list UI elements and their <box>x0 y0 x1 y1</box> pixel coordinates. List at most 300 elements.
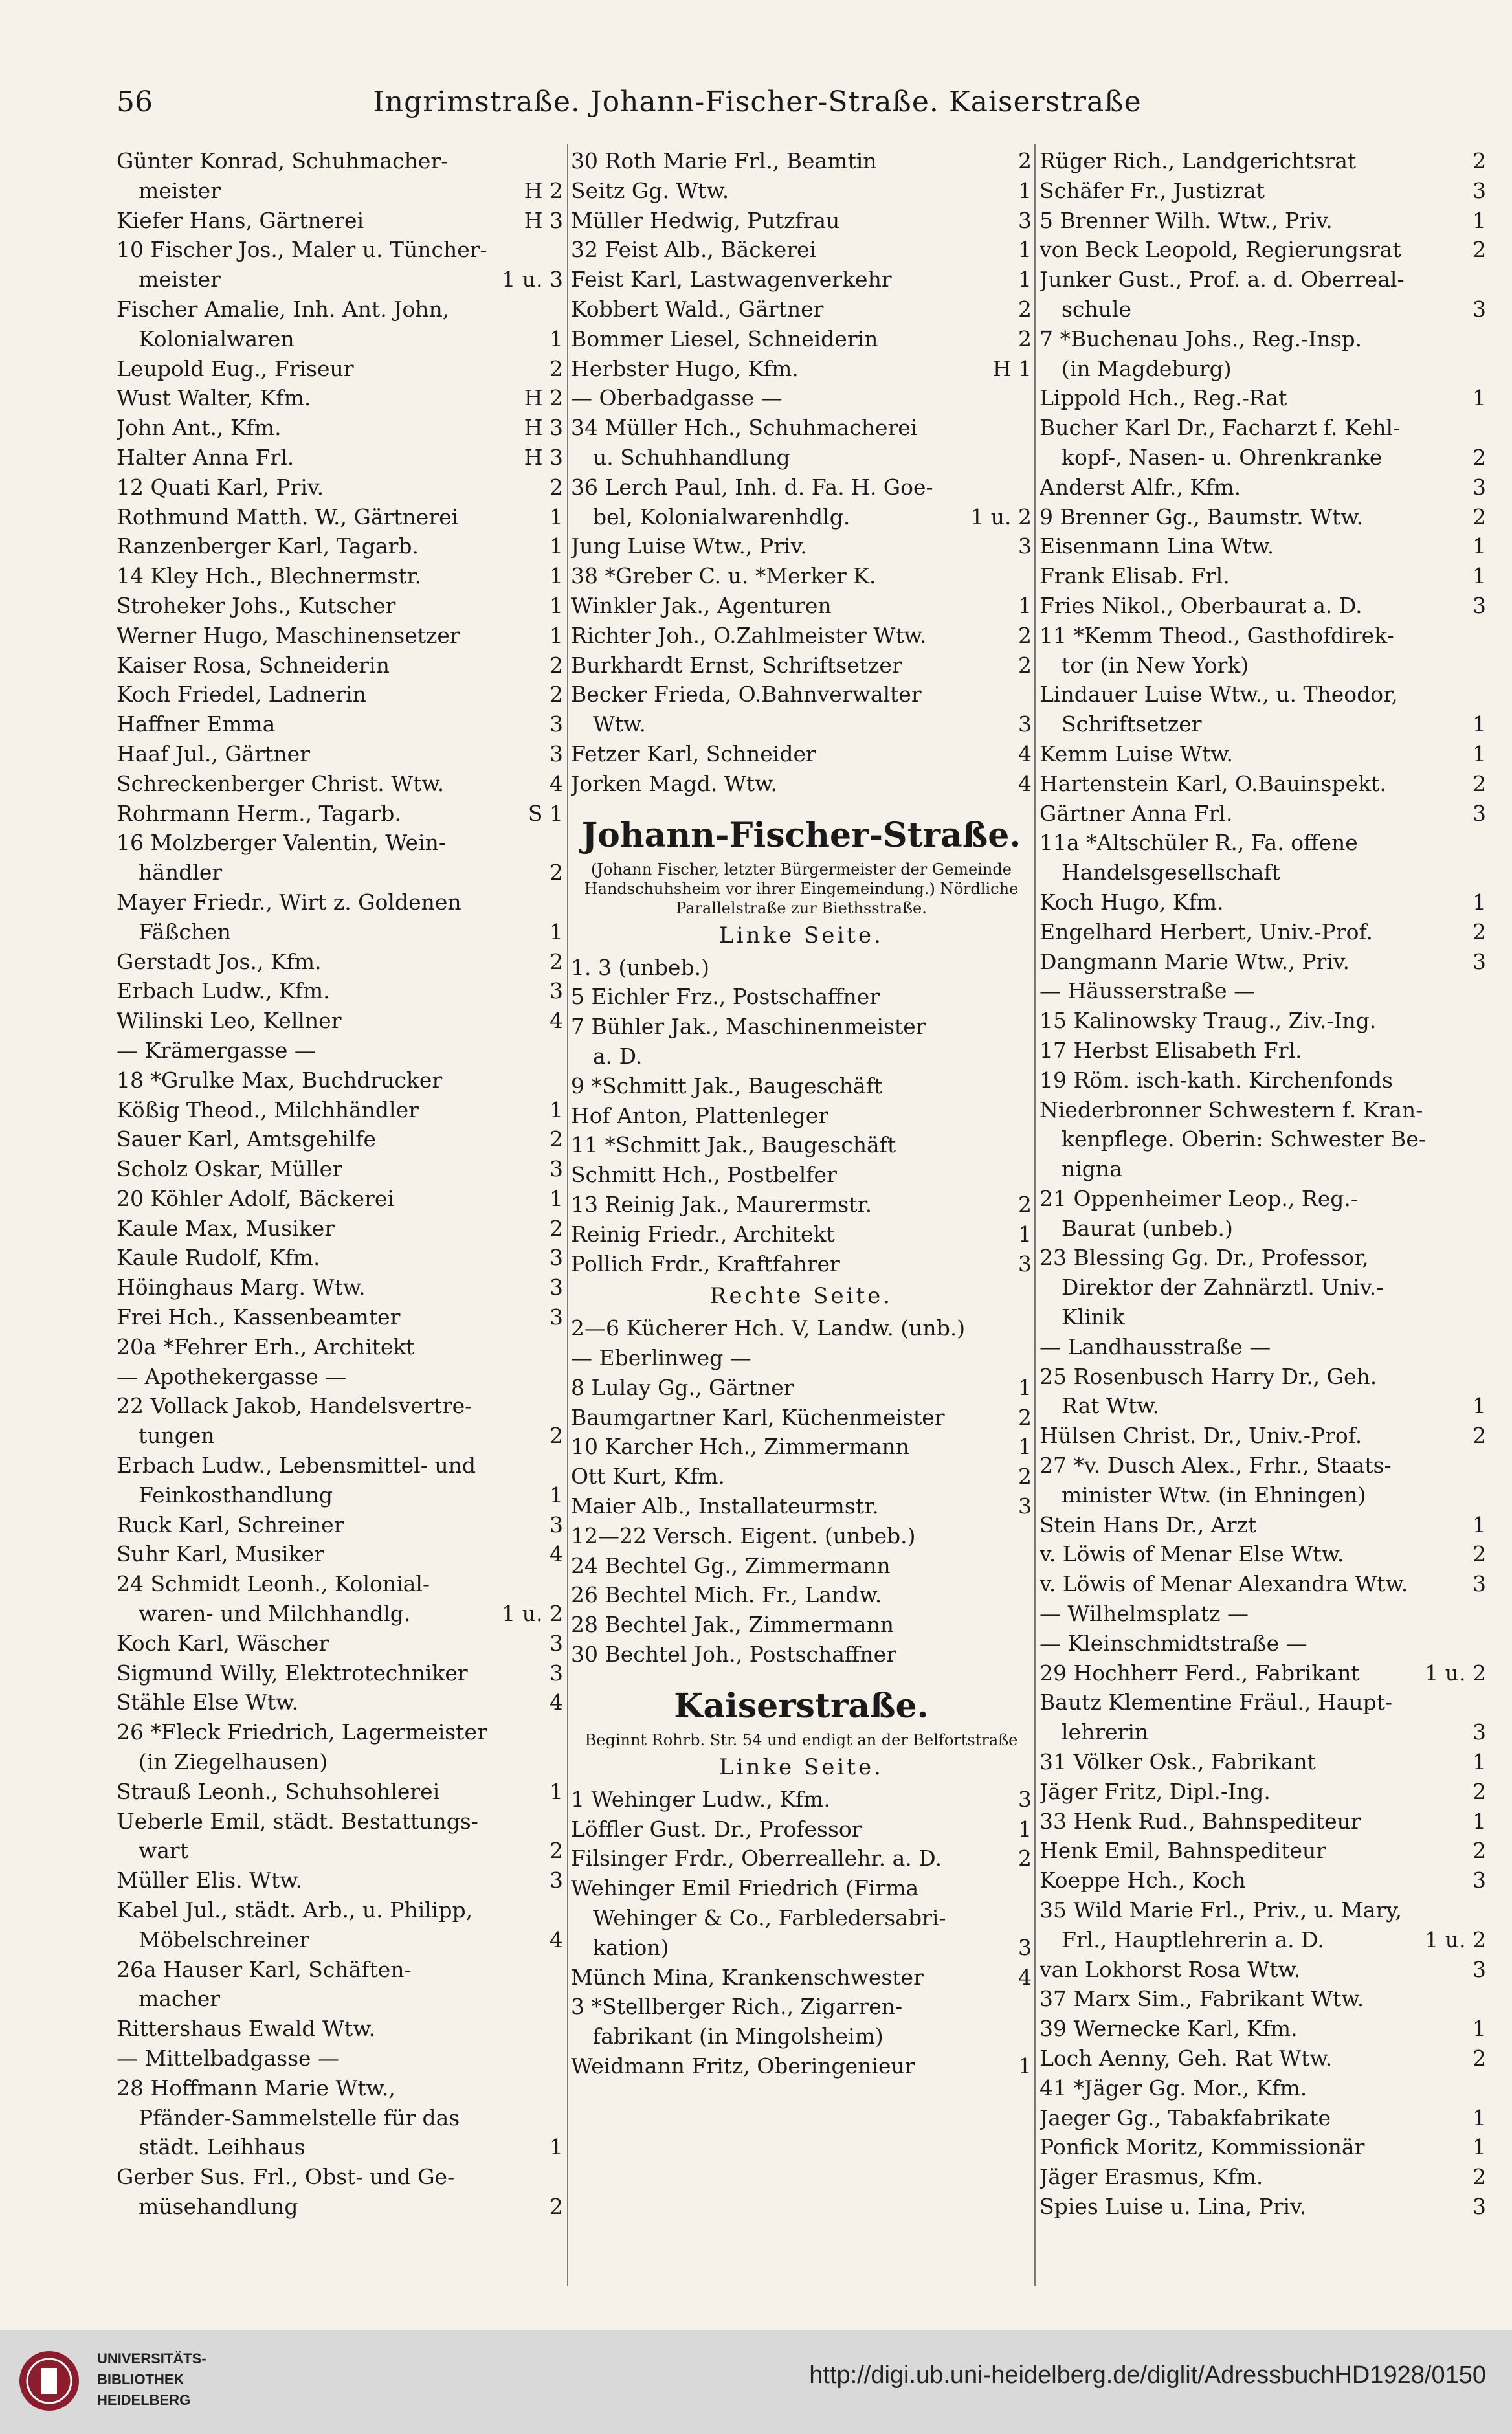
directory-entry <box>1040 176 1486 206</box>
entry-text: Klinik <box>1062 1304 1125 1330</box>
directory-entry <box>1040 2103 1486 2133</box>
floor-number: 3 <box>550 1660 563 1686</box>
entry-text: städt. Leihhaus <box>139 2134 306 2160</box>
floor-number: 1 <box>1473 2016 1486 2042</box>
directory-entry <box>571 1130 1032 1160</box>
entry-text: 25 Rosenbusch Harry Dr., Geh. <box>1040 1363 1377 1389</box>
entry-text: 35 Wild Marie Frl., Priv., u. Mary, <box>1040 1897 1403 1923</box>
entry-text: fabrikant (in Mingolsheim) <box>593 2024 884 2049</box>
floor-number: 2 <box>1473 504 1486 530</box>
entry-text: Bommer Liesel, Schneiderin <box>571 326 878 352</box>
entry-text: Rat Wtw. <box>1062 1393 1160 1419</box>
floor-number: 3 <box>1473 800 1486 826</box>
entry-text: Filsinger Frdr., Oberreallehr. a. D. <box>571 1846 942 1871</box>
directory-entry <box>117 947 563 977</box>
entry-text: — Landhausstraße — <box>1040 1334 1271 1359</box>
entry-text: — Häusserstraße — <box>1040 978 1256 1004</box>
directory-entry <box>1040 1391 1486 1421</box>
directory-entry <box>117 769 563 799</box>
entry-text: 29 Hochherr Ferd., Fabrikant <box>1040 1660 1360 1686</box>
directory-entry <box>117 206 563 236</box>
entry-text: Frei Hch., Kassenbeamter <box>117 1304 401 1330</box>
directory-entry <box>117 1391 563 1421</box>
entry-text: Fetzer Karl, Schneider <box>571 741 816 766</box>
entry-text: händler <box>139 860 223 886</box>
entry-text: 26a Hauser Karl, Schäften- <box>117 1956 412 1982</box>
entry-text: 33 Henk Rud., Bahnspediteur <box>1040 1808 1361 1834</box>
entry-text: Feist Karl, Lastwagenverkehr <box>571 267 892 293</box>
floor-number: 4 <box>550 1541 563 1567</box>
directory-entry <box>117 383 563 413</box>
floor-number: H 2 <box>524 385 563 411</box>
directory-entry <box>1040 1214 1486 1244</box>
floor-number: 1 <box>1473 1808 1486 1834</box>
entry-text: Loch Aenny, Geh. Rat Wtw. <box>1040 2046 1333 2071</box>
entry-text: 34 Müller Hch., Schuhmacherei <box>571 415 918 441</box>
entry-text: — Krämergasse — <box>117 1037 316 1063</box>
entry-text: Baumgartner Karl, Küchenmeister <box>571 1404 945 1430</box>
directory-entry <box>117 858 563 888</box>
directory-entry <box>117 2162 563 2192</box>
floor-number: 1 <box>1018 1221 1032 1247</box>
directory-entry <box>571 324 1032 354</box>
entry-text: Spies Luise u. Lina, Priv. <box>1040 2193 1307 2219</box>
floor-number: 3 <box>1473 1571 1486 1597</box>
floor-number: 1 <box>1018 237 1032 263</box>
directory-entry <box>571 1403 1032 1433</box>
directory-entry <box>117 2132 563 2162</box>
directory-entry <box>571 2022 1032 2051</box>
floor-number: 1 <box>550 622 563 648</box>
floor-number: H 3 <box>524 207 563 233</box>
entry-text: Maier Alb., Installateurmstr. <box>571 1493 879 1519</box>
entry-text: 5 Eichler Frz., Postschaffner <box>571 984 880 1010</box>
directory-entry <box>571 265 1032 295</box>
directory-entry <box>571 1814 1032 1844</box>
directory-entry <box>1040 680 1486 709</box>
directory-entry <box>117 561 563 591</box>
entry-text: 24 Bechtel Gg., Zimmermann <box>571 1552 891 1578</box>
floor-number: 1 u. 2 <box>1425 1926 1486 1952</box>
floor-number: 1 <box>1018 1816 1032 1842</box>
entry-text: wart <box>139 1838 188 1864</box>
entry-text: — Oberbadgasse — <box>571 385 783 411</box>
entry-text: Münch Mina, Krankenschwester <box>571 1964 924 1990</box>
floor-number: H 2 <box>524 177 563 203</box>
floor-number: 2 <box>1473 1541 1486 1567</box>
floor-number: 3 <box>1473 474 1486 500</box>
floor-number: 2 <box>550 474 563 500</box>
directory-entry <box>571 1071 1032 1101</box>
entry-text: — Kleinschmidtstraße — <box>1040 1630 1307 1656</box>
entry-text: v. Löwis of Menar Alexandra Wtw. <box>1040 1571 1408 1597</box>
entry-text: Pfänder-Sammelstelle für das <box>139 2105 460 2130</box>
directory-entry <box>571 473 1032 502</box>
entry-text: Wust Walter, Kfm. <box>117 385 311 411</box>
street-title: Johann-Fischer-Straße. <box>581 815 1021 855</box>
entry-text: Erbach Ludw., Lebensmittel- und <box>117 1453 476 1479</box>
floor-number: 3 <box>1018 1786 1032 1812</box>
directory-entry <box>117 176 563 206</box>
floor-number: 3 <box>550 1512 563 1537</box>
entry-text: 3 *Stellberger Rich., Zigarren- <box>571 1994 903 2020</box>
floor-number: 1 <box>550 533 563 559</box>
directory-entry <box>571 680 1032 709</box>
floor-number: 3 <box>1018 1251 1032 1277</box>
floor-number: 1 <box>1473 1512 1486 1537</box>
floor-number: 2 <box>1473 770 1486 796</box>
floor-number: 1 <box>1473 385 1486 411</box>
entry-text: Schäfer Fr., Justizrat <box>1040 177 1265 203</box>
entry-text: Kemm Luise Wtw. <box>1040 741 1234 766</box>
floor-number: 4 <box>550 1926 563 1952</box>
cross-street-marker <box>1040 1599 1486 1629</box>
street-side-heading: Linke Seite. <box>719 922 884 948</box>
entry-text: 11 *Kemm Theod., Gasthofdirek- <box>1040 622 1394 648</box>
directory-entry <box>1040 739 1486 769</box>
street-side-heading: Rechte Seite. <box>709 1283 893 1310</box>
directory-entry <box>1040 1836 1486 1866</box>
directory-entry <box>117 2192 563 2222</box>
entry-text: Ueberle Emil, städt. Bestattungs- <box>117 1808 478 1834</box>
directory-entry <box>1040 1036 1486 1066</box>
directory-entry <box>1040 1807 1486 1837</box>
entry-text: Lindauer Luise Wtw., u. Theodor, <box>1040 682 1398 708</box>
floor-number: 2 <box>550 355 563 381</box>
directory-entry <box>117 2014 563 2044</box>
entry-text: 13 Reinig Jak., Maurermstr. <box>571 1191 873 1217</box>
entry-text: Winkler Jak., Agenturen <box>571 592 832 618</box>
directory-entry <box>117 2073 563 2103</box>
entry-text: Koch Karl, Wäscher <box>117 1630 329 1656</box>
library-name: UNIVERSITÄTS- BIBLIOTHEK HEIDELBERG <box>97 2350 206 2408</box>
entry-text: Scholz Oskar, Müller <box>117 1156 342 1182</box>
floor-number: 1 <box>550 592 563 618</box>
entry-text: Baurat (unbeb.) <box>1062 1215 1233 1241</box>
entry-text: 5 Brenner Wilh. Wtw., Priv. <box>1040 207 1333 233</box>
directory-entry <box>117 235 563 265</box>
directory-entry <box>571 413 1032 443</box>
floor-number: 1 u. 3 <box>502 267 563 293</box>
entry-text: 38 *Greber C. u. *Merker K. <box>571 563 876 589</box>
directory-entry <box>117 324 563 354</box>
directory-entry <box>1040 443 1486 473</box>
floor-number: H 3 <box>524 444 563 470</box>
directory-entry <box>1040 2014 1486 2044</box>
entry-text: minister Wtw. (in Ehningen) <box>1062 1482 1366 1508</box>
entry-text: Frank Elisab. Frl. <box>1040 563 1230 589</box>
entry-text: Feinkosthandlung <box>139 1482 333 1508</box>
floor-number: 1 <box>1473 1393 1486 1419</box>
university-seal-icon <box>17 2349 82 2413</box>
directory-entry <box>117 591 563 621</box>
entry-text: Henk Emil, Bahnspediteur <box>1040 1838 1327 1864</box>
page-header <box>117 85 1398 124</box>
floor-number: 1 <box>1473 711 1486 737</box>
directory-entry <box>1040 1717 1486 1747</box>
floor-number: 1 <box>1018 2053 1032 2079</box>
floor-number: 2 <box>550 1215 563 1241</box>
directory-entry <box>571 1190 1032 1220</box>
directory-entry <box>571 176 1032 206</box>
entry-text: Höinghaus Marg. Wtw. <box>117 1275 366 1301</box>
entry-text: Rüger Rich., Landgerichtsrat <box>1040 148 1357 173</box>
floor-number: 1 <box>1473 533 1486 559</box>
source-url-link[interactable]: http://digi.ub.uni-heidelberg.de/diglit/AdressbuchHD1928/0150 <box>809 2361 1486 2389</box>
entry-text: waren- und Milchhandlg. <box>139 1601 411 1627</box>
floor-number: 1 <box>1018 592 1032 618</box>
street-side-heading: Linke Seite. <box>719 1754 884 1780</box>
entry-text: 1. 3 (unbeb.) <box>571 954 709 980</box>
directory-entry <box>571 1640 1032 1669</box>
entry-text: Gärtner Anna Frl. <box>1040 800 1233 826</box>
library-footer <box>0 2330 1512 2434</box>
entry-text: 31 Völker Osk., Fabrikant <box>1040 1749 1316 1775</box>
directory-entry <box>1040 651 1486 680</box>
directory-entry <box>117 1569 563 1599</box>
entry-text: — Eberlinweg — <box>571 1345 751 1371</box>
entry-text: Anderst Alfr., Kfm. <box>1040 474 1241 500</box>
entry-text: Stein Hans Dr., Arzt <box>1040 1512 1257 1537</box>
floor-number: H 1 <box>992 355 1032 381</box>
entry-text: Sauer Karl, Amtsgehilfe <box>117 1126 377 1152</box>
entry-text: Kaule Max, Musiker <box>117 1215 335 1241</box>
entry-text: 2—6 Kücherer Hch. V, Landw. (unb.) <box>571 1315 966 1341</box>
floor-number: 3 <box>1473 592 1486 618</box>
entry-text: Haffner Emma <box>117 711 276 737</box>
entry-text: Kabel Jul., städt. Arb., u. Philipp, <box>117 1897 473 1923</box>
directory-entry <box>117 1747 563 1777</box>
entry-text: macher <box>139 1986 221 2012</box>
entry-text: Richter Joh., O.Zahlmeister Wtw. <box>571 622 927 648</box>
directory-entry <box>117 354 563 384</box>
floor-number: 1 <box>1018 267 1032 293</box>
entry-text: Sigmund Willy, Elektrotechniker <box>117 1660 468 1686</box>
entry-text: Koch Hugo, Kfm. <box>1040 889 1224 915</box>
entry-text: Kobbert Wald., Gärtner <box>571 296 824 322</box>
floor-number: 1 <box>550 2134 563 2160</box>
cross-street-marker <box>1040 1629 1486 1658</box>
entry-text: 36 Lerch Paul, Inh. d. Fa. H. Goe- <box>571 474 933 500</box>
entry-text: 15 Kalinowsky Traug., Ziv.-Ing. <box>1040 1008 1377 1034</box>
directory-entry <box>117 1066 563 1095</box>
entry-text: Ponfick Moritz, Kommissionär <box>1040 2134 1365 2160</box>
directory-entry <box>571 1313 1032 1343</box>
directory-entry <box>1040 324 1486 354</box>
directory-entry <box>117 799 563 829</box>
entry-text: Schmitt Hch., Postbelfer <box>571 1162 837 1188</box>
entry-text: 9 Brenner Gg., Baumstr. Wtw. <box>1040 504 1364 530</box>
entry-text: Dangmann Marie Wtw., Priv. <box>1040 948 1350 974</box>
directory-entry <box>1040 917 1486 947</box>
floor-number: S 1 <box>528 800 563 826</box>
entry-text: 10 Karcher Hch., Zimmermann <box>571 1434 909 1460</box>
directory-entry <box>117 828 563 858</box>
floor-number: 2 <box>1473 2164 1486 2190</box>
directory-entry <box>1040 1777 1486 1807</box>
entry-text: kopf-, Nasen- u. Ohrenkranke <box>1062 444 1383 470</box>
entry-text: Koeppe Hch., Koch <box>1040 1868 1246 1893</box>
street-title: Kaiserstraße. <box>674 1686 929 1726</box>
entry-text: kenpflege. Oberin: Schwester Be- <box>1062 1126 1427 1152</box>
directory-entry <box>571 1992 1032 2022</box>
entry-text: 37 Marx Sim., Fabrikant Wtw. <box>1040 1986 1364 2012</box>
entry-text: von Beck Leopold, Regierungsrat <box>1040 237 1401 263</box>
entry-text: tungen <box>139 1423 215 1449</box>
floor-number: 4 <box>550 770 563 796</box>
directory-entry <box>1040 1539 1486 1569</box>
column-divider <box>1034 144 1036 2286</box>
directory-entry <box>571 146 1032 176</box>
directory-entry <box>571 739 1032 769</box>
entry-text: Erbach Ludw., Kfm. <box>117 978 330 1004</box>
entry-text: 26 *Fleck Friedrich, Lagermeister <box>117 1719 487 1745</box>
floor-number: 2 <box>1018 326 1032 352</box>
entry-text: u. Schuhhandlung <box>593 444 790 470</box>
directory-entry <box>117 1243 563 1273</box>
directory-entry <box>1040 2162 1486 2192</box>
floor-number: 4 <box>1018 741 1032 766</box>
directory-entry <box>117 265 563 295</box>
directory-entry <box>571 1844 1032 1873</box>
directory-entry <box>1040 799 1486 829</box>
directory-entry <box>1040 1184 1486 1214</box>
entry-text: Müller Hedwig, Putzfrau <box>571 207 840 233</box>
directory-entry <box>117 1451 563 1480</box>
cross-street-marker <box>571 383 1032 413</box>
cross-street-marker <box>1040 1332 1486 1362</box>
entry-text: John Ant., Kfm. <box>117 415 282 441</box>
directory-entry <box>1040 828 1486 858</box>
directory-entry <box>571 1160 1032 1190</box>
directory-entry <box>1040 1866 1486 1895</box>
cross-street-marker <box>117 2044 563 2073</box>
entry-text: Rothmund Matth. W., Gärtnerei <box>117 504 459 530</box>
floor-number: 1 <box>1473 741 1486 766</box>
entry-text: Rohrmann Herm., Tagarb. <box>117 800 401 826</box>
directory-entry <box>1040 295 1486 324</box>
directory-entry <box>117 1658 563 1688</box>
directory-entry <box>1040 206 1486 236</box>
floor-number: 3 <box>550 1868 563 1893</box>
entry-text: 16 Molzberger Valentin, Wein- <box>117 830 447 856</box>
entry-text: 39 Wernecke Karl, Kfm. <box>1040 2016 1298 2042</box>
entry-text: Fäßchen <box>139 919 231 944</box>
directory-entry <box>1040 383 1486 413</box>
directory-entry <box>117 1836 563 1866</box>
entry-text: Eisenmann Lina Wtw. <box>1040 533 1274 559</box>
floor-number: 3 <box>1473 296 1486 322</box>
entry-text: 21 Oppenheimer Leop., Reg.- <box>1040 1185 1359 1211</box>
entry-text: Koch Friedel, Ladnerin <box>117 682 366 708</box>
entry-text: a. D. <box>593 1043 643 1069</box>
directory-entry <box>571 354 1032 384</box>
directory-entry <box>1040 265 1486 295</box>
column-divider <box>567 144 568 2286</box>
directory-entry <box>571 1012 1032 1042</box>
directory-entry <box>571 769 1032 799</box>
directory-entry <box>571 1373 1032 1403</box>
directory-entry <box>117 2103 563 2133</box>
entry-text: müsehandlung <box>139 2193 298 2219</box>
floor-number: 3 <box>550 1156 563 1182</box>
directory-entry <box>117 917 563 947</box>
entry-text: Jäger Erasmus, Kfm. <box>1040 2164 1263 2190</box>
floor-number: 3 <box>550 978 563 1004</box>
entry-text: 27 *v. Dusch Alex., Frhr., Staats- <box>1040 1453 1392 1479</box>
directory-entry <box>117 443 563 473</box>
directory-entry <box>1040 591 1486 621</box>
floor-number: 1 <box>1018 1374 1032 1400</box>
floor-number: 4 <box>550 1008 563 1034</box>
directory-entry <box>1040 1658 1486 1688</box>
entry-text: Mayer Friedr., Wirt z. Goldenen <box>117 889 461 915</box>
floor-number: 3 <box>1018 711 1032 737</box>
directory-entry <box>117 1984 563 2014</box>
floor-number: 3 <box>1018 1934 1032 1960</box>
directory-entry <box>117 1154 563 1184</box>
directory-entry <box>571 295 1032 324</box>
floor-number: 2 <box>1018 1404 1032 1430</box>
directory-entry <box>571 651 1032 680</box>
entry-text: Reinig Friedr., Architekt <box>571 1221 835 1247</box>
directory-entry <box>571 591 1032 621</box>
directory-entry <box>117 1688 563 1717</box>
entry-text: Kiefer Hans, Gärtnerei <box>117 207 364 233</box>
directory-entry <box>571 1610 1032 1640</box>
floor-number: 2 <box>1473 1778 1486 1804</box>
floor-number: 1 <box>550 326 563 352</box>
floor-number: 1 <box>550 919 563 944</box>
entry-text: Direktor der Zahnärztl. Univ.- <box>1062 1275 1384 1301</box>
entry-text: Löffler Gust. Dr., Professor <box>571 1816 862 1842</box>
entry-text: Schreckenberger Christ. Wtw. <box>117 770 445 796</box>
floor-number: 3 <box>550 1304 563 1330</box>
entry-text: — Mittelbadgasse — <box>117 2046 340 2071</box>
directory-entry <box>571 1491 1032 1521</box>
cross-street-marker <box>117 1362 563 1392</box>
floor-number: 3 <box>1473 1956 1486 1982</box>
directory-entry <box>571 709 1032 739</box>
directory-entry <box>571 1903 1032 1933</box>
floor-number: 2 <box>1018 1191 1032 1217</box>
directory-entry <box>571 1551 1032 1581</box>
floor-number: 3 <box>550 1245 563 1271</box>
entry-text: 8 Lulay Gg., Gärtner <box>571 1374 794 1400</box>
floor-number: 2 <box>550 682 563 708</box>
directory-entry <box>1040 2044 1486 2073</box>
directory-entry <box>1040 413 1486 443</box>
directory-entry <box>1040 621 1486 651</box>
entry-text: Ruck Karl, Schreiner <box>117 1512 344 1537</box>
entry-text: 7 Bühler Jak., Maschinenmeister <box>571 1014 926 1040</box>
floor-number: 2 <box>1018 148 1032 173</box>
directory-entry <box>571 621 1032 651</box>
floor-number: 2 <box>550 1126 563 1152</box>
directory-entry <box>117 146 563 176</box>
floor-number: 2 <box>1473 444 1486 470</box>
floor-number: 1 <box>550 1185 563 1211</box>
floor-number: 1 <box>550 504 563 530</box>
directory-entry <box>117 473 563 502</box>
directory-entry <box>1040 561 1486 591</box>
entry-text: 19 Röm. isch-kath. Kirchenfonds <box>1040 1067 1393 1093</box>
entry-text: schule <box>1062 296 1132 322</box>
entry-text: Bautz Klementine Fräul., Haupt- <box>1040 1690 1393 1715</box>
directory-entry <box>1040 1480 1486 1510</box>
directory-entry <box>117 680 563 709</box>
entry-text: Jäger Fritz, Dipl.-Ing. <box>1040 1778 1271 1804</box>
